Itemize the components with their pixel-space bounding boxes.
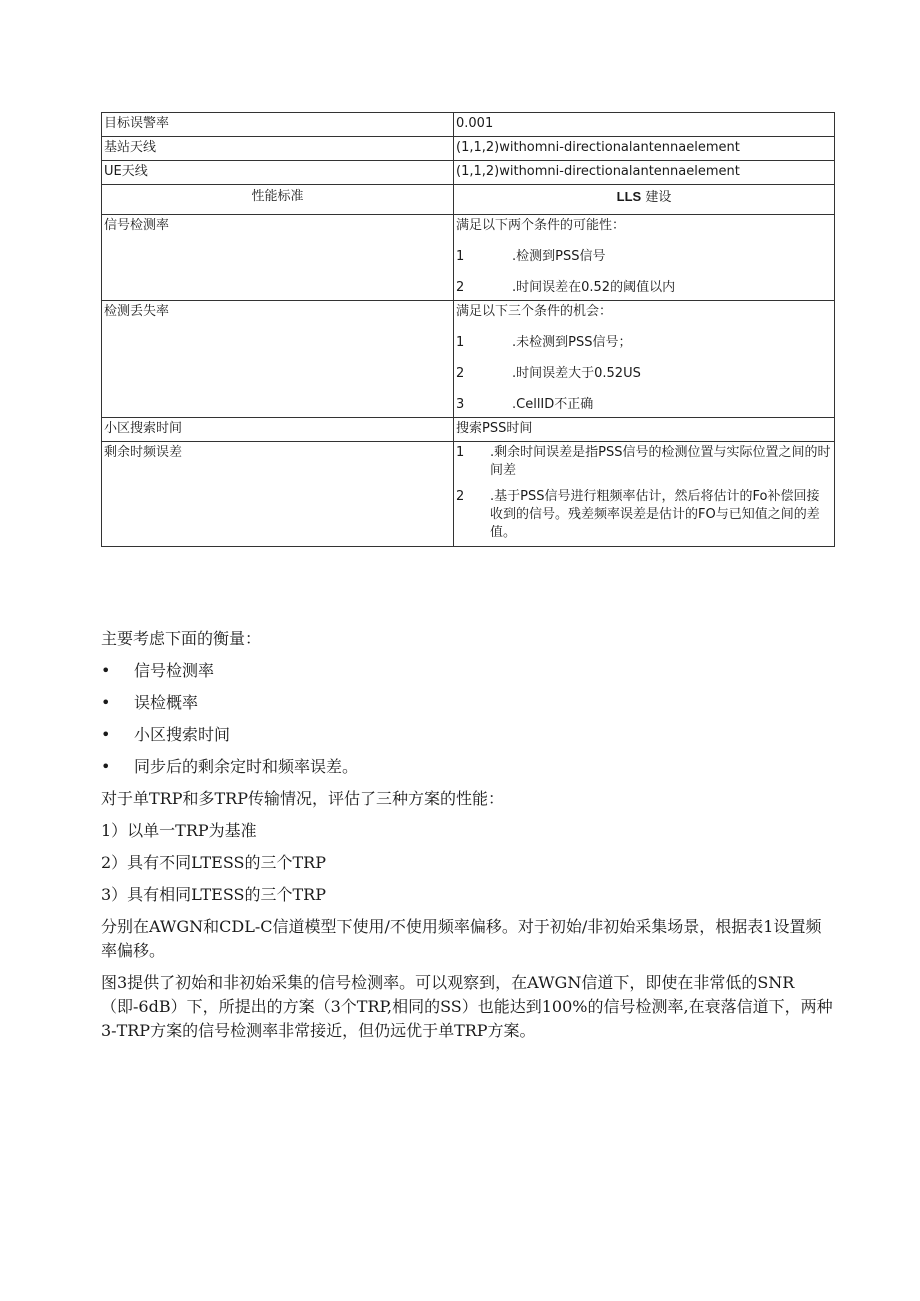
header-lls-bold: LLS — [616, 189, 642, 204]
condition-intro: 满足以下三个条件的机会： — [456, 304, 613, 319]
bullet-icon: • — [101, 757, 111, 776]
row-label: 剩余时频误差 — [102, 442, 454, 547]
table-row — [102, 161, 835, 185]
bullet-icon: • — [101, 661, 111, 680]
table-header-row — [102, 185, 835, 215]
condition-text: .CellID不正确 — [512, 397, 594, 412]
condition-text: .剩余时间误差是指PSS信号的检测位置与实际位置之间的时间差 — [490, 445, 831, 478]
scheme-item: 1）以单一TRP为基准 — [101, 821, 257, 840]
measures-intro: 主要考虑下面的衡量： — [101, 629, 262, 648]
condition-text: .未检测到PSS信号； — [512, 335, 632, 350]
frequency-offset-paragraph: 分别在AWGN和CDL-C信道模型下使用/不使用频率偏移。对于初始/非初始采集场景，根据表1设置频率偏移。 — [101, 917, 822, 960]
condition-intro: 满足以下两个条件的可能性： — [456, 218, 626, 233]
body-text — [101, 627, 837, 1051]
table-row — [102, 215, 835, 301]
condition-text: .时间误差在0.52的阈值以内 — [512, 280, 676, 295]
row-label: 基站天线 — [102, 137, 454, 161]
bullet-item — [101, 691, 837, 715]
condition-number: 1 — [456, 335, 465, 350]
row-label: 信号检测率 — [102, 215, 454, 301]
detection-results-paragraph: 图3提供了初始和非初始采集的信号检测率。可以观察到，在AWGN信道下，即使在非常低的SNR（即-6dB）下，所提出的方案（3个TRP,相同的SS）也能达到100%的信号检测率,在衰落信道下，两种3-TRP方案的信号检测率非常接近，但仍远优于单TRP方案。 — [101, 973, 833, 1040]
condition-item — [456, 334, 832, 352]
row-value: (1,1,2)withomni-directionalantennaelement — [454, 137, 835, 161]
row-value — [454, 301, 835, 418]
scheme-item: 2）具有不同LTESS的三个TRP — [101, 853, 326, 872]
condition-number: 2 — [456, 280, 465, 295]
condition-number: 2 — [456, 366, 465, 381]
row-value: 搜索PSS时间 — [454, 418, 835, 442]
bullet-item — [101, 723, 837, 747]
header-lls-setup — [454, 185, 835, 215]
row-label: 小区搜索时间 — [102, 418, 454, 442]
schemes-intro: 对于单TRP和多TRP传输情况，评估了三种方案的性能： — [101, 789, 504, 808]
condition-item — [456, 444, 832, 480]
condition-item — [456, 279, 832, 297]
row-value — [454, 442, 835, 547]
condition-text: .基于PSS信号进行粗频率估计，然后将估计的Fo补偿回接收到的信号。残差频率误差是估计的FO与已知值之间的差值。 — [490, 489, 820, 540]
condition-item — [456, 365, 832, 383]
performance-spec-table — [101, 112, 835, 547]
row-value: (1,1,2)withomni-directionalantennaelement — [454, 161, 835, 185]
bullet-text: 同步后的剩余定时和频率误差。 — [134, 757, 359, 776]
table-row — [102, 301, 835, 418]
bullet-text: 误检概率 — [134, 693, 199, 712]
condition-number: 1 — [456, 249, 465, 264]
row-label: UE天线 — [102, 161, 454, 185]
scheme-item: 3）具有相同LTESS的三个TRP — [101, 885, 326, 904]
row-value: 0.001 — [454, 113, 835, 137]
header-lls-rest: 建设 — [641, 190, 672, 205]
row-value — [454, 215, 835, 301]
bullet-icon: • — [101, 725, 111, 744]
condition-item — [456, 396, 832, 414]
table-row — [102, 137, 835, 161]
condition-item — [456, 488, 832, 542]
header-performance-criteria: 性能标准 — [102, 185, 454, 215]
row-label: 目标误警率 — [102, 113, 454, 137]
bullet-text: 小区搜索时间 — [134, 725, 231, 744]
condition-number: 1 — [456, 445, 465, 460]
condition-item — [456, 248, 832, 266]
bullet-icon: • — [101, 693, 111, 712]
condition-text: .检测到PSS信号 — [512, 249, 606, 264]
bullet-item — [101, 755, 837, 779]
row-label: 检测丢失率 — [102, 301, 454, 418]
condition-text: .时间误差大于0.52US — [512, 366, 641, 381]
table-row — [102, 418, 835, 442]
condition-number: 3 — [456, 397, 465, 412]
condition-number: 2 — [456, 489, 465, 504]
bullet-item — [101, 659, 837, 683]
table-row — [102, 113, 835, 137]
bullet-text: 信号检测率 — [134, 661, 215, 680]
table-row — [102, 442, 835, 547]
